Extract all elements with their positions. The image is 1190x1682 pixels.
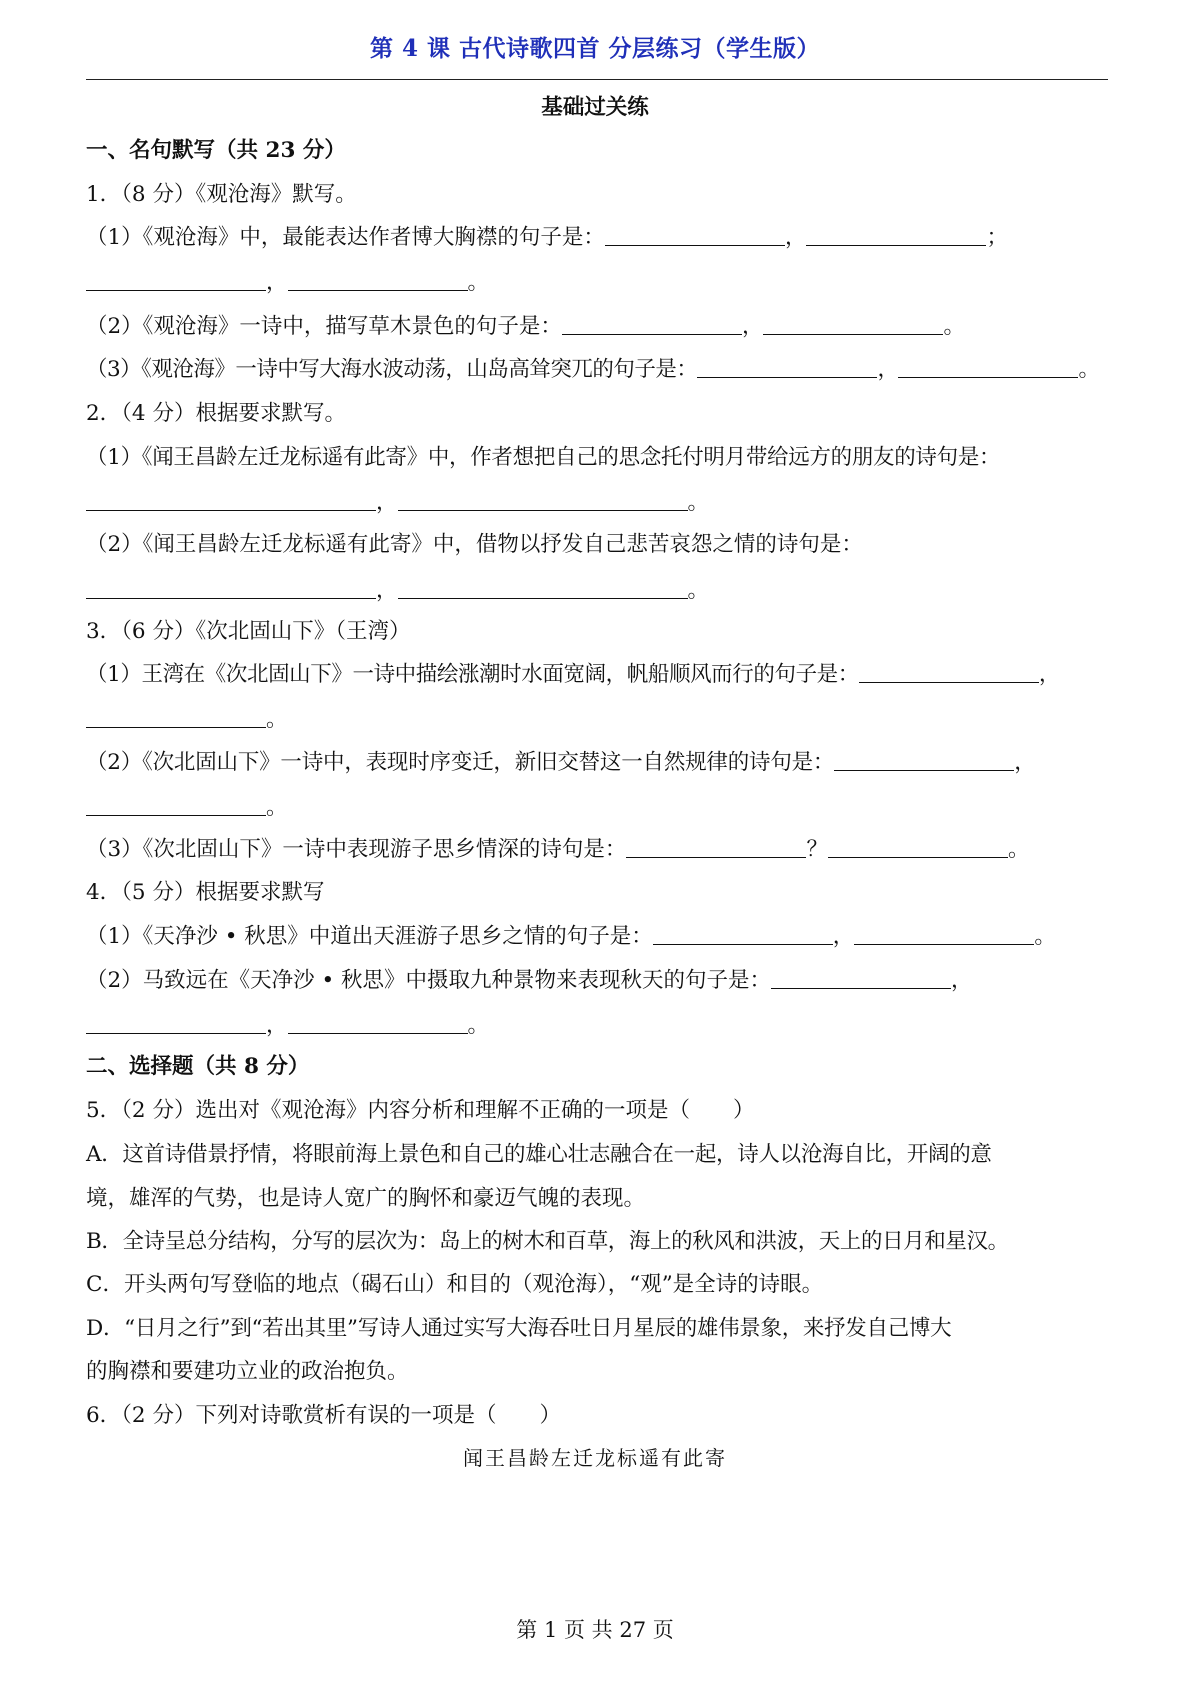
punct: 。	[687, 490, 710, 515]
header-title: 第 4 课 古代诗歌四首 分层练习（学生版）	[369, 35, 821, 62]
subtitle: 基础过关练	[541, 95, 649, 120]
punct: ，	[266, 1013, 288, 1038]
punct: 。	[467, 270, 490, 295]
answer-blank[interactable]	[763, 312, 943, 335]
answer-blank[interactable]	[86, 576, 376, 599]
answer-blank[interactable]	[653, 922, 833, 945]
q4-part1-text: （1）《天净沙 • 秋思》中道出天涯游子思乡之情的句子是：	[86, 924, 653, 949]
punct: ，	[266, 270, 288, 295]
answer-blank[interactable]	[859, 660, 1039, 683]
q6-stem: 6．（2 分）下列对诗歌赏析有误的一项是（ ）	[86, 1403, 561, 1428]
answer-blank[interactable]	[697, 355, 877, 378]
answer-blank[interactable]	[854, 922, 1034, 945]
punct: ；	[986, 225, 1008, 250]
section1-heading: 一、名句默写（共 23 分）	[86, 138, 346, 163]
punct: ，	[1014, 750, 1036, 775]
punct: ，	[741, 314, 764, 339]
punct: 。	[1034, 924, 1056, 949]
punct: ，	[832, 924, 855, 949]
q1-part3-text: （3）《观沧海》一诗中写大海水波动荡，山岛高耸突兀的句子是：	[86, 357, 698, 382]
q5-stem: 5．（2 分）选出对《观沧海》内容分析和理解不正确的一项是（ ）	[86, 1098, 755, 1123]
punct: ，	[376, 490, 398, 515]
q5-option-b[interactable]: B．全诗呈总分结构，分写的层次为：岛上的树木和百草，海上的秋风和洪波，天上的日月和星汉。	[86, 1229, 1009, 1254]
answer-blank[interactable]	[288, 1011, 468, 1034]
answer-blank[interactable]	[86, 793, 266, 816]
q2-part2: （2）《闻王昌龄左迁龙标遥有此寄》中，借物以抒发自己悲苦哀怨之情的诗句是：	[86, 532, 863, 557]
q1-part1-cont	[86, 268, 1108, 298]
answer-blank[interactable]	[828, 835, 1008, 858]
answer-blank[interactable]	[86, 488, 376, 511]
answer-blank[interactable]	[288, 268, 468, 291]
q3-part3	[86, 835, 1108, 865]
answer-blank[interactable]	[86, 705, 266, 728]
q3-part3-text: （3）《次北固山下》一诗中表现游子思乡情深的诗句是：	[86, 837, 627, 862]
punct: ，	[877, 357, 899, 382]
answer-blank[interactable]	[605, 223, 785, 246]
answer-blank[interactable]	[398, 576, 688, 599]
punct: ，	[784, 225, 807, 250]
q3-part2-text: （2）《次北固山下》一诗中，表现时序变迁，新旧交替这一自然规律的诗句是：	[86, 750, 835, 775]
q5-option-a-cont: 境，雄浑的气势，也是诗人宽广的胸怀和豪迈气魄的表现。	[86, 1186, 646, 1211]
section2-heading: 二、选择题（共 8 分）	[86, 1054, 310, 1079]
q4-part2-text: （2）马致远在《天净沙 • 秋思》中摄取九种景物来表现秋天的句子是：	[86, 968, 772, 993]
q4-part1	[86, 922, 1108, 952]
q3-part1-text: （1）王湾在《次北固山下》一诗中描绘涨潮时水面宽阔，帆船顺风而行的句子是：	[86, 662, 859, 687]
answer-blank[interactable]	[398, 488, 688, 511]
q4-part2	[86, 966, 1108, 996]
q5-option-d-cont: 的胸襟和要建功立业的政治抱负。	[86, 1359, 409, 1384]
q2-stem: 2．（4 分）根据要求默写。	[86, 401, 346, 426]
q4-stem: 4．（5 分）根据要求默写	[86, 880, 325, 905]
punct: 。	[687, 578, 710, 603]
q1-part2	[86, 312, 1108, 342]
answer-blank[interactable]	[771, 966, 951, 989]
answer-blank[interactable]	[86, 268, 266, 291]
q3-stem: 3．（6 分）《次北固山下》（王湾）	[86, 619, 411, 644]
q2-part1: （1）《闻王昌龄左迁龙标遥有此寄》中，作者想把自己的思念托付明月带给远方的朋友的诗句是：	[86, 445, 1001, 470]
punct: 。	[266, 795, 288, 820]
q3-part2-cont	[86, 793, 1108, 823]
answer-blank[interactable]	[86, 1011, 266, 1034]
punct: ，	[1038, 662, 1060, 687]
q5-option-a[interactable]: A．这首诗借景抒情，将眼前海上景色和自己的雄心壮志融合在一起，诗人以沧海自比，开阔的意	[86, 1142, 992, 1167]
punct: 。	[943, 314, 965, 339]
answer-blank[interactable]	[898, 355, 1078, 378]
punct: ？	[806, 837, 828, 862]
answer-blank[interactable]	[834, 748, 1014, 771]
punct: 。	[266, 707, 288, 732]
punct: 。	[1078, 357, 1100, 382]
q3-part2	[86, 748, 1108, 778]
punct: ，	[376, 578, 398, 603]
q1-part1-text: （1）《观沧海》中，最能表达作者博大胸襟的句子是：	[86, 225, 605, 250]
q5-option-c[interactable]: C．开头两句写登临的地点（碣石山）和目的（观沧海），“观”是全诗的诗眼。	[86, 1272, 824, 1297]
q3-part1-cont	[86, 705, 1108, 735]
q2-part2-answers	[86, 576, 1108, 606]
punct: 。	[1007, 837, 1030, 862]
q1-stem: 1．（8 分）《观沧海》默写。	[86, 182, 357, 207]
q1-part1	[86, 223, 1108, 253]
page-number: 第 1 页 共 27 页	[516, 1618, 674, 1642]
q1-part2-text: （2）《观沧海》一诗中，描写草木景色的句子是：	[86, 314, 562, 339]
header-divider	[86, 79, 1108, 80]
q1-part3	[86, 355, 1108, 385]
q2-part1-answers	[86, 488, 1108, 518]
punct: ，	[951, 968, 973, 993]
answer-blank[interactable]	[562, 312, 742, 335]
q3-part1	[86, 660, 1108, 690]
answer-blank[interactable]	[626, 835, 806, 858]
q5-option-d[interactable]: D．“日月之行”到“若出其里”写诗人通过实写大海吞吐日月星辰的雄伟景象，来抒发自己博大	[86, 1316, 952, 1341]
poem-title: 闻王昌龄左迁龙标遥有此寄	[463, 1446, 727, 1470]
answer-blank[interactable]	[806, 223, 986, 246]
q4-part2-cont	[86, 1011, 1108, 1041]
punct: 。	[467, 1013, 490, 1038]
